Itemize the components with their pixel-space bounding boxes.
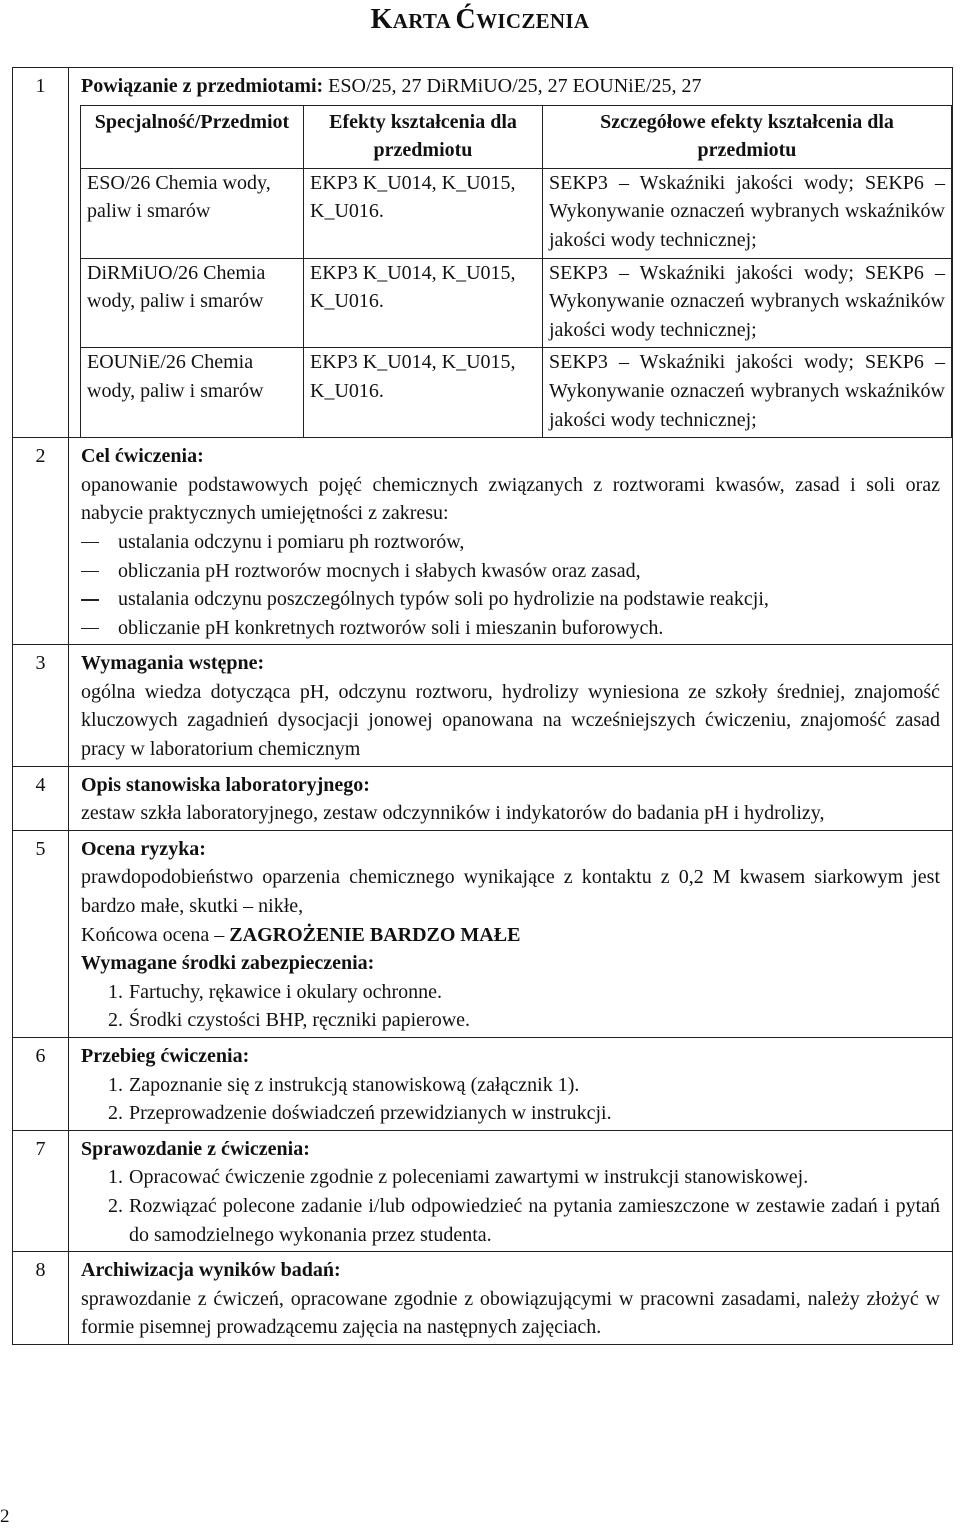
section-1-value: ESO/25, 27 DiRMiUO/25, 27 EOUNiE/25, 27 — [328, 75, 702, 97]
detailed-effects-cell: SEKP3 – Wskaźniki jakości wody; SEKP6 – Wykonywanie oznaczeń wybranych wskaźników jakości wody technicznej; — [543, 258, 952, 348]
goal-list — [81, 528, 940, 642]
section-6-number: 6 — [13, 1038, 69, 1131]
list-item: obliczanie pH konkretnych roztworów soli i mieszanin buforowych. — [81, 614, 940, 643]
section-5-label: Ocena ryzyka: — [81, 837, 206, 860]
detailed-effects-cell: SEKP3 – Wskaźniki jakości wody; SEKP6 – Wykonywanie oznaczeń wybranych wskaźników jakości wody technicznej; — [543, 348, 952, 438]
section-6-row — [13, 1038, 953, 1131]
section-8-label: Archiwizacja wyników badań: — [81, 1259, 341, 1282]
list-item: 1. Fartuchy, rękawice i okulary ochronne. — [128, 978, 940, 1007]
section-7-label: Sprawozdanie z ćwiczenia: — [81, 1137, 310, 1160]
title-initial-k: K — [370, 4, 393, 35]
final-assessment-prefix: Końcowa ocena – — [81, 923, 230, 946]
section-8-text: sprawozdanie z ćwiczeń, opracowane zgodnie z obowiązującymi w pracowni zasadami, należy złożyć w formie pisemnej prowadzącemu zajęcia na następnych zajęciach. — [81, 1287, 940, 1339]
subjects-header-row — [81, 105, 952, 168]
section-1-row — [13, 68, 953, 438]
section-4-number: 4 — [13, 766, 69, 830]
section-7-number: 7 — [13, 1130, 69, 1251]
subject-cell: DiRMiUO/26 Chemia wody, paliw i smarów — [81, 258, 304, 348]
list-item: 1. Opracować ćwiczenie zgodnie z poleceniami zawartymi w instrukcji stanowiskowej. — [128, 1163, 940, 1192]
title-initial-c: Ć — [455, 4, 477, 35]
subject-cell: EOUNiE/26 Chemia wody, paliw i smarów — [81, 348, 304, 438]
header-effects: Efekty kształcenia dla przedmiotu — [304, 105, 543, 168]
exercise-card-table — [12, 67, 953, 1345]
final-assessment-value: ZAGROŻENIE BARDZO MAŁE — [229, 923, 521, 946]
section-1-number: 1 — [13, 68, 69, 438]
section-5-text: prawdopodobieństwo oparzenia chemicznego wynikające z kontaktu z 0,2 M kwasem siarkowym jest bardzo małe, skutki – nikłe, — [81, 866, 940, 918]
section-8-number: 8 — [13, 1252, 69, 1345]
title-smallcaps-1: ARTA — [392, 9, 456, 33]
section-2-label: Cel ćwiczenia: — [81, 445, 204, 468]
subjects-row-1 — [81, 168, 952, 258]
section-7-row — [13, 1130, 953, 1251]
section-5-row — [13, 830, 953, 1037]
list-item: 2. Rozwiązać polecone zadanie i/lub odpowiedzieć na pytania zamieszczone w zestawie zadań i pytań do samodzielnego wykonania przez studenta. — [128, 1192, 940, 1249]
detailed-effects-cell: SEKP3 – Wskaźniki jakości wody; SEKP6 – Wykonywanie oznaczeń wybranych wskaźników jakości wody technicznej; — [543, 168, 952, 258]
final-assessment — [81, 921, 940, 950]
list-item: obliczania pH roztworów mocnych i słabych kwasów oraz zasad, — [81, 557, 940, 586]
page-title — [0, 4, 960, 36]
section-2-text: opanowanie podstawowych pojęć chemicznych związanych z roztworami kwasów, zasad i soli oraz nabycie praktycznych umiejętności z zakresu: — [81, 473, 940, 525]
section-1-label: Powiązanie z przedmiotami: — [81, 75, 324, 97]
effects-cell: EKP3 K_U014, K_U015, K_U016. — [304, 168, 543, 258]
section-4-label: Opis stanowiska laboratoryjnego: — [81, 773, 370, 796]
list-item: 2. Przeprowadzenie doświadczeń przewidzianych w instrukcji. — [128, 1099, 940, 1128]
title-smallcaps-2: WICZENIA — [476, 9, 590, 33]
report-list — [81, 1163, 940, 1249]
section-5-number: 5 — [13, 830, 69, 1037]
section-2-number: 2 — [13, 438, 69, 645]
measures-list — [81, 978, 940, 1035]
header-specialty: Specjalność/Przedmiot — [81, 105, 304, 168]
procedure-list — [81, 1071, 940, 1128]
section-4-row — [13, 766, 953, 830]
subject-cell: ESO/26 Chemia wody, paliw i smarów — [81, 168, 304, 258]
effects-cell: EKP3 K_U014, K_U015, K_U016. — [304, 348, 543, 438]
section-4-text: zestaw szkła laboratoryjnego, zestaw odczynników i indykatorów do badania pH i hydrolizy, — [81, 802, 825, 825]
section-2-row — [13, 438, 953, 645]
section-3-label: Wymagania wstępne: — [81, 652, 265, 675]
list-item: ustalania odczynu i pomiaru ph roztworów, — [81, 528, 940, 557]
section-3-text: ogólna wiedza dotycząca pH, odczynu roztworu, hydrolizy wyniesiona ze szkoły średniej, znajomość kluczowych zagadnień dysocjacji jonowej opanowana na wcześniejszych ćwiczeniu, znajomość zasad pracy w laboratorium chemicznym — [81, 680, 940, 761]
subjects-row-2 — [81, 258, 952, 348]
subjects-row-3 — [81, 348, 952, 438]
list-item: 2. Środki czystości BHP, ręczniki papierowe. — [128, 1006, 940, 1035]
page-number: 2 — [0, 1506, 10, 1527]
list-item: 1. Zapoznanie się z instrukcją stanowiskową (załącznik 1). — [128, 1071, 940, 1100]
section-1-heading — [81, 72, 952, 101]
header-detailed-effects: Szczegółowe efekty kształcenia dla przedmiotu — [543, 105, 952, 168]
list-item: ustalania odczynu poszczególnych typów soli po hydrolizie na podstawie reakcji, — [81, 585, 940, 614]
section-3-row — [13, 645, 953, 766]
section-6-label: Przebieg ćwiczenia: — [81, 1045, 250, 1067]
section-8-row — [13, 1252, 953, 1345]
measures-label: Wymagane środki zabezpieczenia: — [81, 952, 375, 975]
subjects-table — [80, 105, 952, 439]
section-3-number: 3 — [13, 645, 69, 766]
effects-cell: EKP3 K_U014, K_U015, K_U016. — [304, 258, 543, 348]
